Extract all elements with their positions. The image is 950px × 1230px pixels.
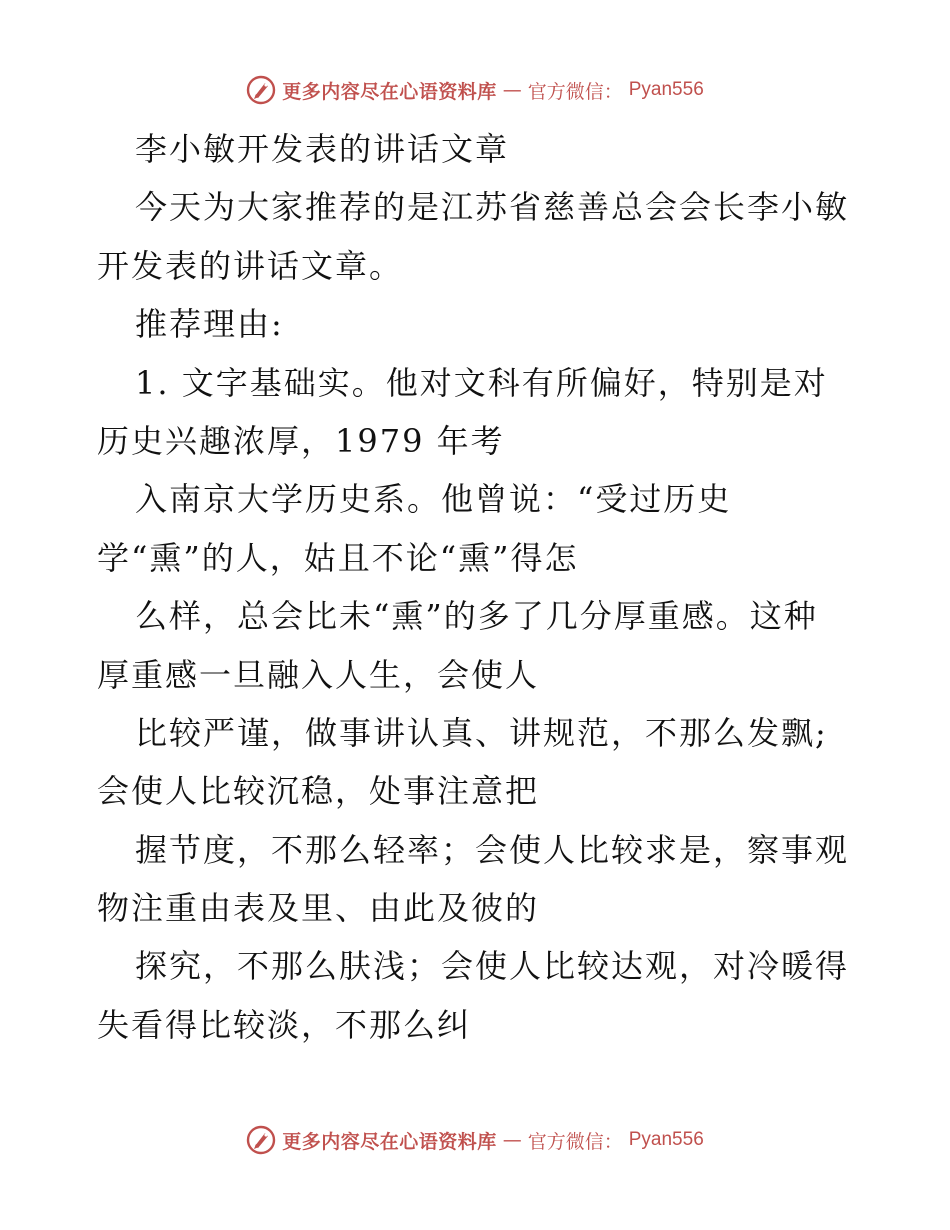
wechat-id: Pyan556 [628,79,704,100]
paragraph-line: 今天为大家推荐的是江苏省慈善总会会长李小敏 [135,188,850,227]
paragraph-line: 开发表的讲话文章。 [97,246,404,285]
paragraph-line: 握节度，不那么轻率；会使人比较求是，察事观 [135,830,850,869]
section-heading: 推荐理由: [135,305,284,344]
footer-watermark [0,1120,950,1160]
document-body [97,120,857,1054]
wechat-label: 官方微信： [527,1130,623,1153]
brand-text: 更多内容尽在心语资料库 [282,80,497,103]
paragraph-line: 厚重感一旦融入人生，会使人 [97,655,540,694]
pen-nib-logo-icon [246,1125,276,1155]
header-watermark [0,70,950,110]
brand-separator: — [502,79,522,101]
paragraph-line: 么样，总会比未“熏”的多了几分厚重感。这种 [135,597,818,636]
paragraph-line: 物注重由表及里、由此及彼的 [97,889,540,928]
paragraph-line: 学“熏”的人，姑且不论“熏”得怎 [97,538,579,577]
paragraph-line: 会使人比较沉稳，处事注意把 [97,772,540,811]
paragraph-line: 比较严谨，做事讲认真、讲规范，不那么发飘; [135,713,828,752]
paragraph-line: 1. 文字基础实。他对文科有所偏好，特别是对 [135,363,828,402]
document-title: 李小敏开发表的讲话文章 [135,130,510,168]
paragraph-line: 历史兴趣浓厚，1979 年考 [97,421,505,460]
wechat-id: Pyan556 [628,1129,704,1150]
brand-text: 更多内容尽在心语资料库 [282,1130,497,1153]
paragraph-line: 入南京大学历史系。他曾说：“受过历史 [135,480,732,519]
paragraph-line: 失看得比较淡，不那么纠 [97,1005,472,1044]
brand-separator: — [502,1129,522,1151]
pen-nib-logo-icon [246,75,276,105]
wechat-label: 官方微信： [527,80,623,103]
paragraph-line: 探究，不那么肤浅；会使人比较达观，对冷暖得 [135,947,850,986]
